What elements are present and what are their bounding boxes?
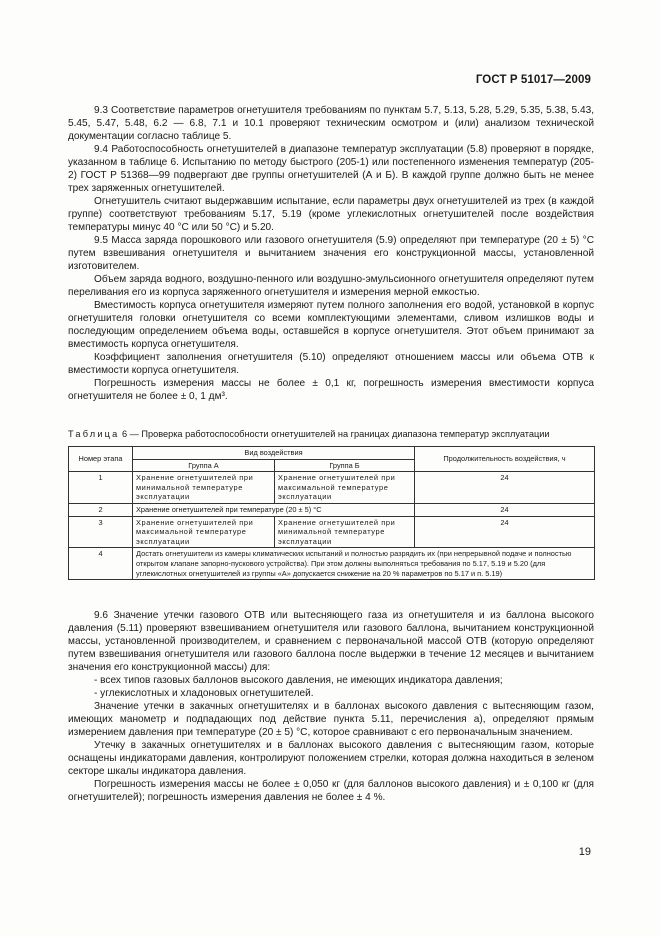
list-item: - углекислотных и хладоновых огнетушителей. — [94, 688, 314, 699]
table-row — [69, 516, 595, 548]
paragraph: 9.3 Соответствие параметров огнетушителя требованиям по пунктам 5.7, 5.13, 5.28, 5.29, 5.35, 5.38, 5.43, 5.45, 5.47, 5.48, 6.2 — 6.8, 7.1 и 10.1 проверяют техническим осмотром и (или) анализом технической документации согласно таблице 5. — [68, 105, 594, 142]
cell-full: Достать огнетушители из камеры климатических испытаний и полностью разрядить их (при непрерывной подаче и полностью открытом клапане запорно-пускового устройства). При этом должны выполняться требования по 5.17, 5.19 и 5.20 (для углекислотных огнетушителей из группы «А» допускается снижение на 20 % параметров по 5.17 и п. 5.19) — [133, 548, 595, 580]
header-duration: Продолжительность воздействия, ч — [415, 447, 595, 472]
body-text-top — [68, 104, 594, 403]
cell-merged: Хранение огнетушителей при температуре (20 ± 5) °С — [133, 503, 415, 516]
paragraph: Значение утечки в закачных огнетушителях и в баллонах высокого давления с вытесняющим газом, имеющих манометр и подпадающих под действие пункта 5.11, перечисления а), определяют прямым измерением давления при температуре (20 ± 5) °С, которое сравнивают с его первоначальным значением. — [68, 701, 594, 738]
paragraph: Утечку в закачных огнетушителях и в баллонах высокого давления с вытесняющим газом, которые оснащены индикаторами давления, контролируют положением стрелки, которая должна находиться в зеленом секторе шкалы индикатора давления. — [68, 740, 594, 777]
paragraph: 9.4 Работоспособность огнетушителей в диапазоне температур эксплуатации (5.8) проверяют в порядке, указанном в таблице 6. Испытанию по методу быстрого (205-1) или постепенного изменения температур (205-2) ГОСТ Р 51368—99 подвергают две группы огнетушителей (А и Б). В каждой группе должно быть не менее трех заряженных огнетушителей. — [68, 144, 594, 194]
table-header-row — [69, 447, 595, 460]
table-caption-prefix: Таблица — [68, 429, 120, 439]
table-caption — [68, 428, 628, 440]
paragraph: Погрешность измерения массы не более ± 0,050 кг (для баллонов высокого давления) и ± 0,100 кг (для огнетушителей); погрешность измерения давления не более ± 4 %. — [68, 779, 594, 803]
cell-group-a: Хранение огнетушителей при максимальной температуре эксплуатации — [133, 516, 275, 548]
paragraph: 9.6 Значение утечки газового ОТВ или вытесняющего газа из огнетушителя и из баллона высокого давления (5.11) проверяют взвешиванием огнетушителя или газового баллона, вычитанием конструкционной массы, установленной производителем, и сравнением с первоначальной массой ОТВ (которую определяют путем взвешивания огнетушителя или газового баллона после выдержки в течение 12 месяцев и вычитанием значения его конструкционной массы) для: — [68, 610, 594, 673]
cell-stage: 3 — [69, 516, 133, 548]
cell-stage: 1 — [69, 472, 133, 504]
paragraph: Коэффициент заполнения огнетушителя (5.10) определяют отношением массы или объема ОТВ к вместимости корпуса огнетушителя. — [68, 352, 594, 376]
cell-group-a: Хранение огнетушителей при минимальной температуре эксплуатации — [133, 472, 275, 504]
paragraph: 9.5 Масса заряда порошкового или газового огнетушителя (5.9) определяют при температуре (20 ± 5) °С путем взвешивания огнетушителя и вычитанием значения его конструкционной массы, установленной изготовителем. — [68, 235, 594, 272]
cell-group-b: Хранение огнетушителей при минимальной температуре эксплуатации — [275, 516, 415, 548]
paragraph: Погрешность измерения массы не более ± 0,1 кг, погрешность измерения вместимости корпуса огнетушителя не более ± 0, 1 дм³. — [68, 378, 594, 402]
cell-stage: 4 — [69, 548, 133, 580]
table-caption-text: 6 — Проверка работоспособности огнетушителей на границах диапазона температур эксплуатации — [119, 429, 550, 439]
cell-group-b: Хранение огнетушителей при максимальной температуре эксплуатации — [275, 472, 415, 504]
cell-duration: 24 — [415, 503, 595, 516]
table-row — [69, 548, 595, 580]
paragraph: Объем заряда водного, воздушно-пенного или воздушно-эмульсионного огнетушителя определяют путем переливания его из корпуса заряженного огнетушителя и измерения мерной емкостью. — [68, 274, 594, 298]
document-header: ГОСТ Р 51017—2009 — [475, 74, 591, 86]
cell-duration: 24 — [415, 472, 595, 504]
list-item: - всех типов газовых баллонов высокого давления, не имеющих индикатора давления; — [94, 675, 503, 686]
header-group-a: Группа А — [133, 459, 275, 472]
header-stage: Номер этапа — [69, 447, 133, 472]
cell-duration: 24 — [415, 516, 595, 548]
table-row — [69, 472, 595, 504]
table-row — [69, 503, 595, 516]
page-number: 19 — [578, 846, 591, 858]
header-group-b: Группа Б — [275, 459, 415, 472]
paragraph: Огнетушитель считают выдержавшим испытание, если параметры двух огнетушителей из трех (в каждой группе) соответствуют требованиям 5.17, 5.19 (кроме углекислотных огнетушителей после воздействия температуры минус 40 °С или 50 °С) и 5.20. — [68, 196, 594, 233]
paragraph: Вместимость корпуса огнетушителя измеряют путем полного заполнения его водой, установкой в корпус огнетушителя головки огнетушителя со всеми комплектующими элементами, сливом излишков воды и последующим определением объема воды, оставшейся в корпусе огнетушителя. Этот объем принимают за вместимость корпуса огнетушителя. — [68, 300, 594, 350]
header-impact: Вид воздействия — [133, 447, 415, 460]
table-6 — [68, 446, 595, 580]
body-text-bottom — [68, 609, 594, 804]
cell-stage: 2 — [69, 503, 133, 516]
